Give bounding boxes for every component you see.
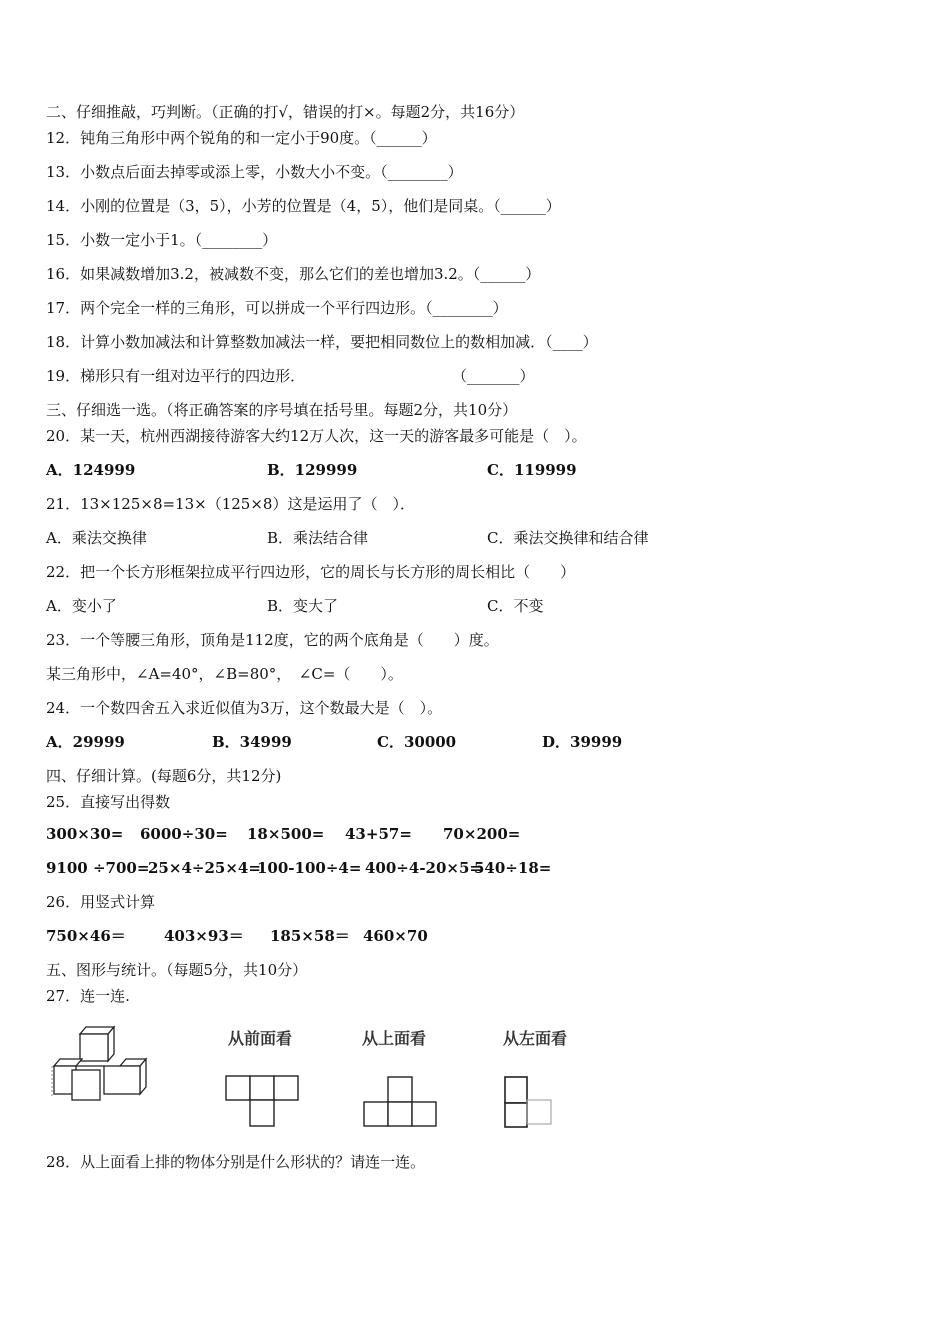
- q20-option-a: A．124999: [46, 461, 136, 479]
- question-22: 22．把一个长方形框架拉成平行四边形，它的周长与长方形的周长相比（ ）: [46, 563, 576, 581]
- vertical-calc-item: 460×70: [363, 927, 428, 945]
- q21-option-a: A．乘法交换律: [46, 529, 147, 547]
- section2-heading: 二、仔细推敲，巧判断。（正确的打√，错误的打×。每题2分，共16分）: [46, 103, 525, 121]
- section4-heading: 四、仔细计算。(每题6分，共12分): [46, 767, 282, 785]
- vertical-calc-item: 750×46＝: [46, 927, 126, 945]
- q20-option-c: C．119999: [487, 461, 577, 479]
- question-27: 27．连一连.: [46, 987, 130, 1005]
- question-19-blank: （_______）: [452, 367, 535, 385]
- question-23b: 某三角形中，∠A=40°，∠B=80°， ∠C=（ ）。: [46, 665, 403, 683]
- question-12: 12．钝角三角形中两个锐角的和一定小于90度。（______）: [46, 129, 437, 147]
- q21-option-c: C．乘法交换律和结合律: [487, 529, 649, 547]
- question-24: 24．一个数四舍五入求近似值为3万，这个数最大是（ ）。: [46, 699, 443, 717]
- calc-item: 70×200=: [443, 825, 521, 843]
- left-view-shape: [502, 1074, 562, 1130]
- calc-item: 9100 ÷700=: [46, 859, 150, 877]
- section5-heading: 五、图形与统计。（每题5分，共10分）: [46, 961, 308, 979]
- section3-heading: 三、仔细选一选。（将正确答案的序号填在括号里。每题2分，共10分）: [46, 401, 518, 419]
- question-17: 17．两个完全一样的三角形，可以拼成一个平行四边形。（________）: [46, 299, 508, 317]
- question-15: 15．小数一定小于1。（________）: [46, 231, 278, 249]
- question-23: 23．一个等腰三角形，顶角是112度，它的两个底角是（ ）度。: [46, 631, 499, 649]
- question-16: 16．如果减数增加3.2，被减数不变，那么它们的差也增加3.2。（______）: [46, 265, 541, 283]
- view-label-front: 从前面看: [228, 1029, 293, 1048]
- calc-item: 100-100÷4=: [257, 859, 362, 877]
- cube-stack-figure: [48, 1024, 150, 1104]
- question-14: 14．小刚的位置是（3，5），小芳的位置是（4，5），他们是同桌。（______）: [46, 197, 561, 215]
- view-label-left: 从左面看: [503, 1029, 568, 1048]
- question-28: 28．从上面看上排的物体分别是什么形状的？请连一连。: [46, 1153, 426, 1171]
- question-20: 20．某一天，杭州西湖接待游客大约12万人次，这一天的游客最多可能是（ ）。: [46, 427, 587, 445]
- calc-item: 25×4÷25×4=: [148, 859, 261, 877]
- front-view-shape: [224, 1074, 304, 1130]
- question-13: 13．小数点后面去掉零或添上零，小数大小不变。（________）: [46, 163, 463, 181]
- question-21: 21．13×125×8=13×（125×8）这是运用了（ ）．: [46, 495, 415, 513]
- question-19: 19．梯形只有一组对边平行的四边形．: [46, 367, 306, 385]
- calc-item: 18×500=: [247, 825, 325, 843]
- calc-item: 6000÷30=: [140, 825, 228, 843]
- calc-item: 400÷4-20×5=: [365, 859, 482, 877]
- view-label-top: 从上面看: [362, 1029, 427, 1048]
- top-view-shape: [362, 1074, 442, 1130]
- q24-option-d: D．39999: [542, 733, 623, 751]
- question-26: 26．用竖式计算: [46, 893, 156, 911]
- vertical-calc-item: 403×93＝: [164, 927, 244, 945]
- question-18: 18．计算小数加减法和计算整数加减法一样，要把相同数位上的数相加减．（____）: [46, 333, 598, 351]
- q22-option-a: A．变小了: [46, 597, 117, 615]
- q21-option-b: B．乘法结合律: [267, 529, 369, 547]
- calc-item: 43+57=: [345, 825, 412, 843]
- q22-option-b: B．变大了: [267, 597, 339, 615]
- q22-option-c: C．不变: [487, 597, 544, 615]
- calc-item: 300×30=: [46, 825, 124, 843]
- question-25: 25．直接写出得数: [46, 793, 171, 811]
- q24-option-a: A．29999: [46, 733, 125, 751]
- q24-option-c: C．30000: [377, 733, 457, 751]
- q24-option-b: B．34999: [212, 733, 292, 751]
- vertical-calc-item: 185×58＝: [270, 927, 350, 945]
- q20-option-b: B．129999: [267, 461, 358, 479]
- calc-item: 540÷18=: [474, 859, 552, 877]
